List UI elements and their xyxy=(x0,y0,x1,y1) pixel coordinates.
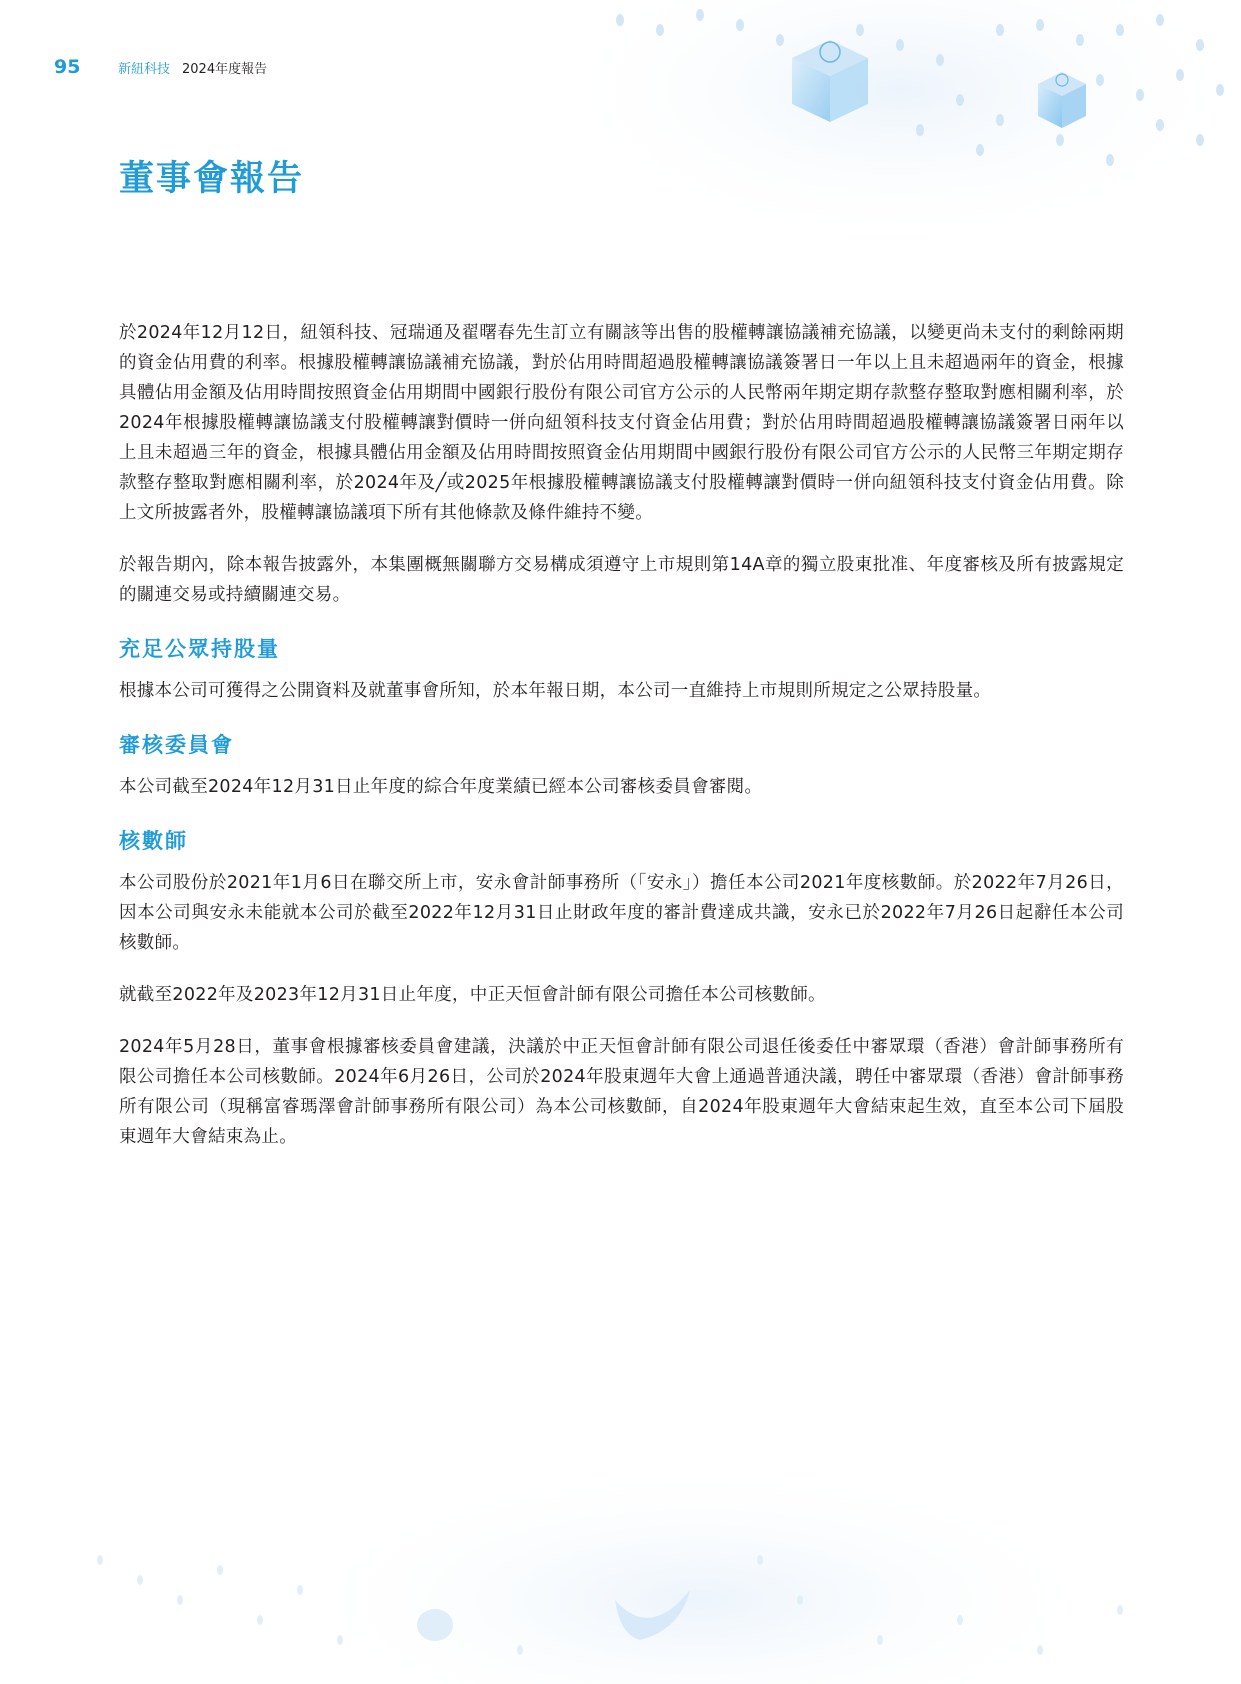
page-header xyxy=(54,56,267,80)
report-title: 2024年度報告 xyxy=(182,62,268,77)
paragraph-connected-transactions: 於報告期內，除本報告披露外，本集團概無關聯方交易構成須遵守上市規則第14A章的獨立股東批准、年度審核及所有披露規定的關連交易或持續關連交易。 xyxy=(119,555,1124,605)
page-number: 95 xyxy=(54,56,81,78)
sphere-graphic xyxy=(417,1609,453,1641)
paragraph-equity-transfer: 於2024年12月12日，紐領科技、冠瑞通及翟曙春先生訂立有關該等出售的股權轉讓協議補充協議，以變更尚未支付的剩餘兩期的資金佔用費的利率。根據股權轉讓協議補充協議，對於佔用時間超過股權轉讓協議簽署日一年以上且未超過兩年的資金，根據具體佔用金額及佔用時間按照資金佔用期間中國銀行股份有限公司官方公示的人民幣兩年期定期存款整存整取對應相關利率，於2024年根據股權轉讓協議支付股權轉讓對價時一併向紐領科技支付資金佔用費；對於佔用時間超過股權轉讓協議簽署日兩年以上且未超過三年的資金，根據具體佔用金額及佔用時間按照資金佔用期間中國銀行股份有限公司官方公示的人民幣三年期定期存款整存整取對應相關利率，於2024年及╱或2025年根據股權轉讓協議支付股權轉讓對價時一併向紐領科技支付資金佔用費。除上文所披露者外，股權轉讓協議項下所有其他條款及條件維持不變。 xyxy=(119,323,1124,523)
paragraph-audit-committee: 本公司截至2024年12月31日止年度的綜合年度業績已經本公司審核委員會審閱。 xyxy=(119,777,763,797)
paragraph-auditor-1: 本公司股份於2021年1月6日在聯交所上市，安永會計師事務所（「安永」）擔任本公司2021年度核數師。於2022年7月26日，因本公司與安永未能就本公司於截至2022年12月31日止財政年度的審計費達成共識，安永已於2022年7月26日起辭任本公司核數師。 xyxy=(119,873,1124,953)
heading-public-float: 充足公眾持股量 xyxy=(119,637,280,661)
paragraph-auditor-2: 就截至2022年及2023年12月31日止年度，中正天恒會計師有限公司擔任本公司核數師。 xyxy=(119,985,826,1005)
heading-audit-committee: 審核委員會 xyxy=(119,733,234,757)
heading-auditor: 核數師 xyxy=(119,829,188,853)
company-name: 新紐科技 xyxy=(118,62,171,77)
paragraph-public-float: 根據本公司可獲得之公開資料及就董事會所知，於本年報日期，本公司一直維持上市規則所規定之公眾持股量。 xyxy=(119,681,992,701)
report-body xyxy=(119,318,1124,1152)
page-title: 董事會報告 xyxy=(119,159,305,199)
paragraph-auditor-3: 2024年5月28日，董事會根據審核委員會建議，決議於中正天恒會計師有限公司退任後委任中審眾環（香港）會計師事務所有限公司擔任本公司核數師。2024年6月26日，公司於2024年股東週年大會上通過普通決議，聘任中審眾環（香港）會計師事務所有限公司（現稱富睿瑪澤會計師事務所有限公司）為本公司核數師，自2024年股東週年大會結束起生效，直至本公司下屆股東週年大會結束為止。 xyxy=(119,1037,1124,1147)
